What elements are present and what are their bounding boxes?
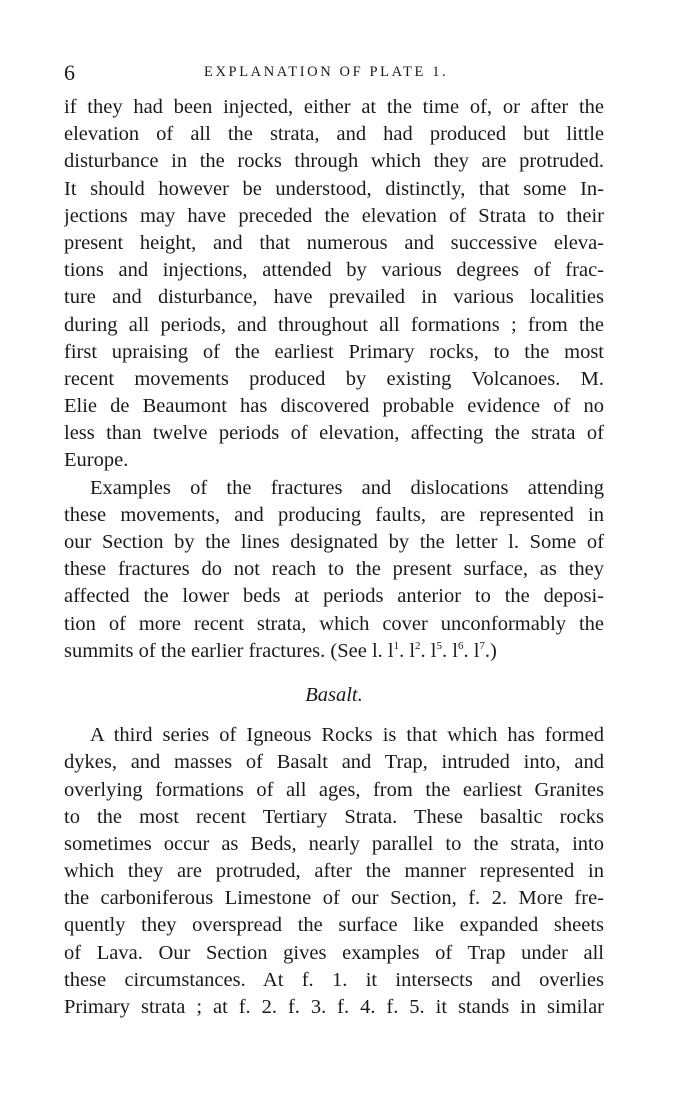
reference-superscript: 1 (393, 639, 400, 652)
text-line: during all periods, and throughout all formations ; from the (64, 313, 604, 336)
text-line: overlying formations of all ages, from the earliest Granites (64, 778, 604, 801)
text-line: our Section by the lines designated by the letter l. Some of (64, 531, 604, 553)
text-line: sometimes occur as Beds, nearly parallel to the strata, into (64, 832, 604, 855)
page-number: 6 (64, 60, 75, 85)
text-line: Elie de Beaumont has discovered probable evidence of no (64, 395, 604, 418)
text-line: if they had been injected, either at the time of, or after the (64, 96, 604, 118)
page-body (64, 94, 604, 1021)
reference-superscript: 7 (479, 639, 485, 652)
text-line: less than twelve periods of elevation, affecting the strata of (64, 422, 604, 445)
paragraph-basalt (64, 722, 604, 1021)
text-line: present height, and that numerous and successive eleva- (64, 231, 604, 254)
text-line: recent movements produced by existing Volcanoes. M. (64, 367, 604, 390)
text-line: these movements, and producing faults, are represented in (64, 503, 604, 526)
paragraph-continuation (64, 94, 604, 475)
text-line: the carboniferous Limestone of our Section, f. 2. More fre- (64, 887, 604, 910)
reference-separator: . l (442, 639, 458, 662)
text-line: elevation of all the strata, and had produced but little (64, 123, 604, 146)
running-title: EXPLANATION OF PLATE 1. (204, 64, 449, 80)
text-line: Primary strata ; at f. 2. f. 3. f. 4. f. 5. it stands in similar (64, 996, 604, 1018)
text-line-with-references (64, 638, 604, 665)
paragraph-fractures (64, 475, 604, 665)
text-line: dykes, and masses of Basalt and Trap, intruded into, and (64, 751, 604, 774)
text-line: these fractures do not reach to the present surface, as they (64, 558, 604, 581)
page-header (64, 60, 604, 90)
reference-superscript: 2 (415, 639, 421, 652)
reference-superscript: 6 (457, 639, 464, 652)
text-line: A third series of Igneous Rocks is that which has formed (90, 724, 604, 747)
text-line: It should however be understood, distinctly, that some In- (64, 177, 604, 200)
reference-separator: . l (420, 639, 437, 662)
text-line: tion of more recent strata, which cover unconformably the (64, 612, 604, 635)
reference-separator: . l (463, 639, 480, 662)
text-line: ture and disturbance, have prevailed in various localities (64, 286, 604, 309)
section-heading: Basalt. (305, 683, 363, 706)
reference-separator: . l (399, 639, 416, 662)
text-line: affected the lower beds at periods anterior to the deposi- (64, 585, 604, 608)
text-line: to the most recent Tertiary Strata. These basaltic rocks (64, 805, 604, 828)
text-line: quently they overspread the surface like expanded sheets (64, 914, 604, 937)
text-line: Examples of the fractures and dislocations attending (90, 476, 604, 499)
text-line: these circumstances. At f. 1. it intersects and overlies (64, 968, 604, 991)
text-line: first upraising of the earliest Primary rocks, to the most (64, 340, 604, 363)
text-line: of Lava. Our Section gives examples of Trap under all (64, 941, 604, 964)
reference-superscript: 5 (436, 639, 442, 652)
text-line: Europe. (64, 449, 129, 472)
text-line: jections may have preceded the elevation of Strata to their (64, 204, 604, 227)
reference-lead-text: summits of the earlier fractures. (See l. l (64, 639, 394, 662)
text-line: tions and injections, attended by various degrees of frac- (64, 259, 604, 282)
reference-separator: .) (484, 639, 497, 662)
text-line: disturbance in the rocks through which they are protruded. (64, 150, 604, 173)
text-line: which they are protruded, after the manner represented in (64, 860, 604, 883)
